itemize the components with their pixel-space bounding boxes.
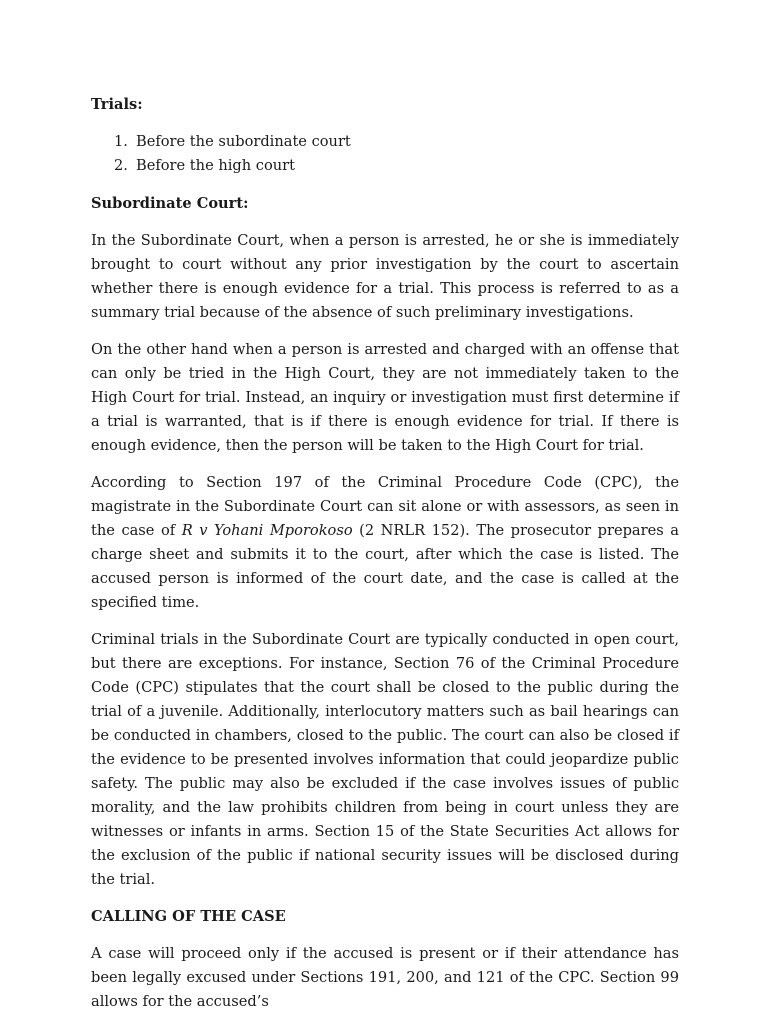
- paragraph-high-court: On the other hand when a person is arrested and charged with an offense that can only be tried in the High Court, they are not immediately taken to the High Court for trial. Instead, an inquiry or investigation must first determine if a trial is warranted, that is if there is enough evidence for trial. If there is enough evidence, then the person will be taken to the High Court for trial.: [91, 341, 679, 454]
- paragraph-calling-case: A case will proceed only if the accused is present or if their attendance has been legally excused under Sections 191, 200, and 121 of the CPC. Section 99 allows for the accused’s: [91, 945, 679, 1010]
- list-item-text: Before the subordinate court: [136, 133, 351, 150]
- paragraph-open-court: Criminal trials in the Subordinate Court are typically conducted in open court, but there are exceptions. For instance, Section 76 of the Criminal Procedure Code (CPC) stipulates that the court shall be closed to the public during the trial of a juvenile. Additionally, interlocutory matters such as bail hearings can be conducted in chambers, closed to the public. The court can also be closed if the evidence to be presented involves information that could jeopardize public safety. The public may also be excluded if the case involves issues of public morality, and the law prohibits children from being in court unless they are witnesses or infants in arms. Section 15 of the State Securities Act allows for the exclusion of the public if national security issues will be disclosed during the trial.: [91, 631, 679, 888]
- para3-before: According to Section 197 of the Criminal Procedure Code (CPC), the magistrate in the Subordinate Court can sit alone or with assessors, as seen in the case of: [91, 474, 679, 539]
- list-item-number: 2.: [114, 157, 128, 174]
- trials-heading: Trials:: [91, 96, 143, 113]
- calling-of-the-case-heading: CALLING OF THE CASE: [91, 908, 286, 925]
- para3-after: (2 NRLR 152). The prosecutor prepares a charge sheet and submits it to the court, after which the case is listed. The accused person is informed of the court date, and the case is called at the specified time.: [91, 522, 679, 611]
- list-item-number: 1.: [114, 133, 128, 150]
- document-page: [91, 93, 679, 1014]
- paragraph-summary-trial: In the Subordinate Court, when a person is arrested, he or she is immediately brought to court without any prior investigation by the court to ascertain whether there is enough evidence for a trial. This process is referred to as a summary trial because of the absence of such preliminary investigations.: [91, 232, 679, 321]
- paragraph-section-197: [91, 471, 679, 615]
- list-item-text: Before the high court: [136, 157, 295, 174]
- subordinate-court-heading: Subordinate Court:: [91, 195, 249, 212]
- list-item: [91, 154, 679, 178]
- list-item: [91, 130, 679, 154]
- case-name: R v Yohani Mporokoso: [181, 522, 353, 539]
- trials-list: [91, 130, 679, 178]
